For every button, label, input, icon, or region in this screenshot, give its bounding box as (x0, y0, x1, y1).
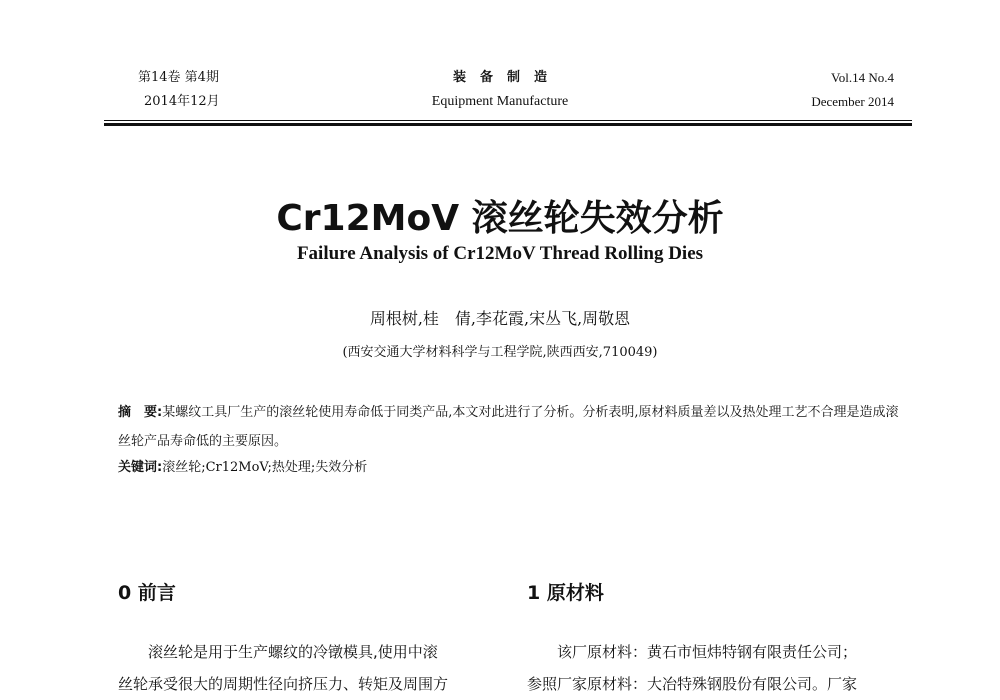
volume-issue-cn: 第14卷 第4期 (138, 70, 219, 85)
left-column-text (118, 636, 496, 700)
date-cn: 2014年12月 (144, 94, 220, 109)
journal-header-right (811, 66, 894, 114)
keywords-text: 滚丝轮;Cr12MoV;热处理;失效分析 (162, 460, 368, 475)
journal-name-en: Equipment Manufacture (431, 94, 569, 109)
abstract-label: 摘 要: (118, 405, 163, 420)
body-line: 该厂原材料：黄石市恒炜特钢有限责任公司； (557, 643, 858, 661)
keywords (118, 455, 908, 481)
body-line: 滚丝轮是用于生产螺纹的冷镦模具,使用中滚 (148, 643, 438, 661)
section-heading-raw-material: 1 原材料 (527, 582, 604, 604)
header-rule-thick (104, 123, 912, 126)
journal-name-cn: 装备制造 (452, 70, 561, 85)
affiliation: (西安交通大学材料科学与工程学院,陕西西安,710049) (342, 345, 658, 360)
volume-issue-en: Vol.14 No.4 (831, 70, 894, 85)
right-column-text (527, 636, 905, 700)
body-line: 参照厂家原材料：大冶特殊钢股份有限公司。厂家 (527, 675, 858, 693)
abstract (118, 398, 908, 456)
date-en: December 2014 (811, 94, 894, 109)
abstract-text: 某螺纹工具厂生产的滚丝轮使用寿命低于同类产品,本文对此进行了分析。分析表明,原材料质量差以及热处理工艺不合理是造成滚丝轮产品寿命低的主要原因。 (118, 405, 899, 449)
body-line: 丝轮承受很大的周期性径向挤压力、转矩及周围方 (118, 675, 449, 693)
header-rule-thin (104, 120, 912, 121)
article-title-cn: Cr12MoV 滚丝轮失效分析 (276, 198, 724, 239)
article-title-en: Failure Analysis of Cr12MoV Thread Rolling Dies (296, 243, 704, 264)
author-list: 周根树,桂 倩,李花霞,宋丛飞,周敬恩 (369, 309, 631, 328)
keywords-label: 关键词: (118, 460, 163, 475)
section-heading-introduction: 0 前言 (118, 582, 176, 604)
